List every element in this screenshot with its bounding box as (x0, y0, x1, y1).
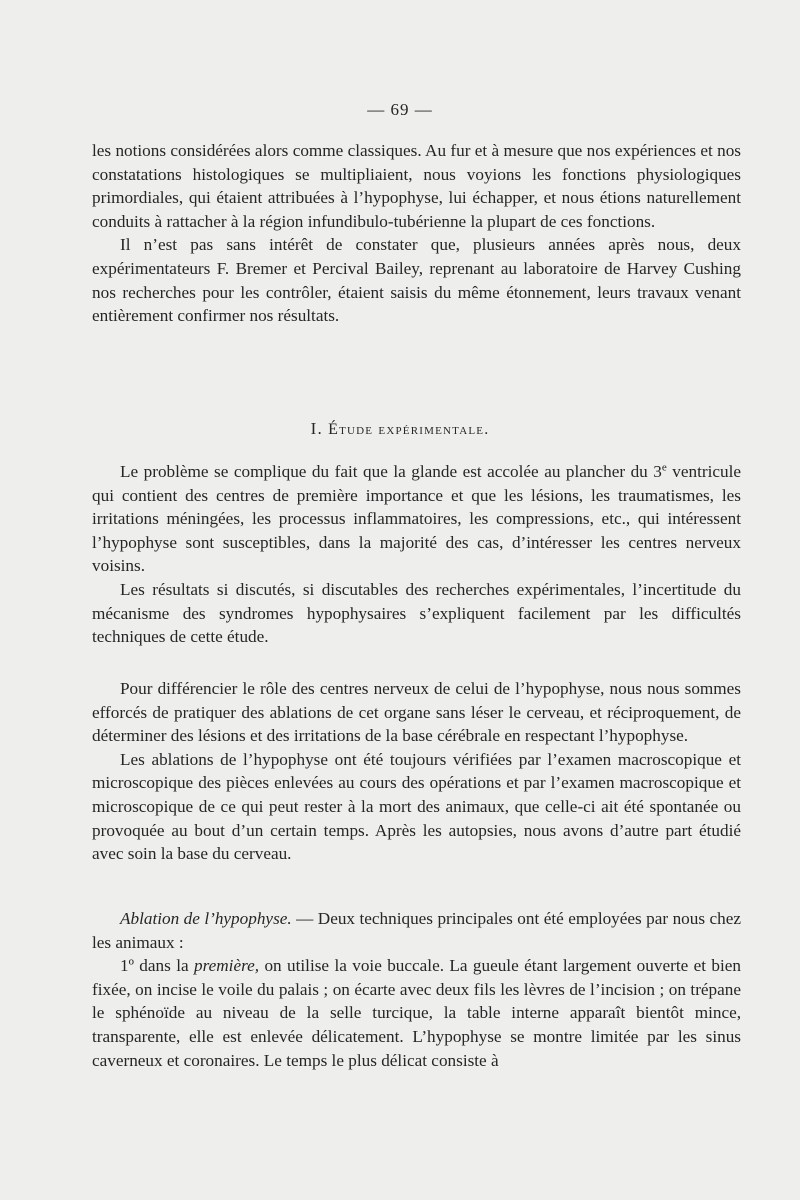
first-technique-text: on utilise la voie buccale. La gueule étant largement ouverte et bien fixée, on incise le voile du palais ; on écarte avec deux fils les lèvres de l’incision ; on trépane le sphénoïde au niveau de la selle turcique, la table interne apparaît bientôt mince, transparente, elle est enlevée délicatement. L’hypophyse se montre limitée par les sinus caverneux et coronaires. Le temps le plus délicat consiste à (92, 956, 741, 1070)
section-heading (0, 419, 800, 439)
paragraph-differentiation: Pour différencier le rôle des centres nerveux de celui de l’hypophyse, nous nous sommes efforcés de pratiquer des ablations de cet organe sans léser le cerveau, et réciproquement, de déterminer des lésions et des irritations de la base cérébrale en respectant l’hypophyse. (92, 679, 741, 746)
experimental-section (92, 460, 741, 649)
paragraph-problem (92, 460, 741, 578)
paragraph-verification: Les ablations de l’hypophyse ont été toujours vérifiées par l’examen macroscopique et microscopique des pièces enlevées au cours des opérations et par l’examen macroscopique et microscopique de ce qui peut rester à la mort des animaux, que celle-ci ait été spontanée ou provoquée au bout d’un certain temps. Après les autopsies, nous avons d’autre part étudié avec soin la base du cerveau. (92, 749, 741, 864)
first-technique-number: 1º dans la (120, 956, 194, 976)
section-title: Étude expérimentale. (328, 421, 490, 438)
first-technique-emphasis: première, (194, 956, 260, 976)
section-number: I. (310, 419, 323, 438)
paragraph-ablation (92, 907, 741, 954)
superscript-e: e (661, 461, 667, 474)
ablation-section (92, 907, 741, 1072)
paragraph-first-technique (92, 954, 741, 1072)
problem-text-b: ventricule qui contient des centres de première importance et que les lésions, les traumatismes, les irritations méningées, les processus inflammatoires, les compressions, etc., qui intéressent l’hypophyse sont susceptibles, dans la majorité des cas, d’intéresser les centres nerveux voisins. (92, 462, 741, 576)
paragraph-results: Les résultats si discutés, si discutables des recherches expérimentales, l’incertitude du mécanisme des syndromes hypophysaires s’expliquent facilement par les difficultés techniques de cette étude. (92, 579, 741, 647)
paragraph-intro-continuation: les notions considérées alors comme classiques. Au fur et à mesure que nos expériences et nos constatations histologiques se multipliaient, nous voyions les fonctions physiologiques primordiales, qui étaient attribuées à l’hypophyse, lui échapper, et nous étions naturellement conduits à rattacher à la région infundibulo-tubérienne la plupart de ces fonctions. (92, 141, 741, 231)
ablation-title: Ablation de l’hypophyse. (120, 909, 292, 928)
ablation-text: — Deux techniques principales ont été employées par nous chez les animaux : (92, 909, 741, 952)
method-section (92, 677, 741, 866)
problem-text-a: Le problème se complique du fait que la glande est accolée au plancher du 3 (120, 462, 662, 481)
paragraph-bremer-bailey: Il n’est pas sans intérêt de constater que, plusieurs années après nous, deux expérimentateurs F. Bremer et Percival Bailey, reprenant au laboratoire de Harvey Cushing nos recherches pour les contrôler, étaient saisis du même étonnement, leurs travaux venant entièrement confirmer nos résultats. (92, 235, 741, 326)
intro-section (92, 139, 741, 328)
page-number: — 69 — (367, 100, 433, 119)
